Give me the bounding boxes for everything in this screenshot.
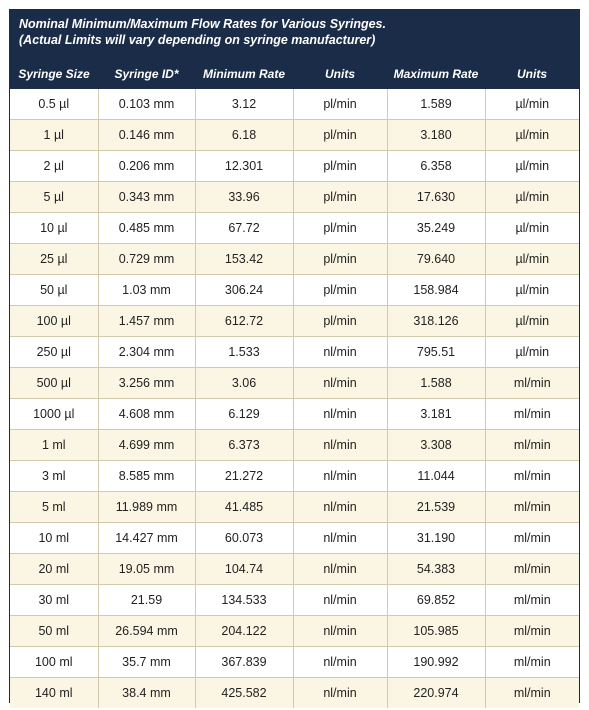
table-title-line-1: Nominal Minimum/Maximum Flow Rates for Various Syringes. bbox=[19, 17, 386, 31]
syringe-size-cell: 250 µl bbox=[10, 337, 98, 368]
minimum-rate-cell: 6.373 bbox=[195, 430, 293, 461]
syringe-size-cell: 1 µl bbox=[10, 120, 98, 151]
table-title-line-2: (Actual Limits will vary depending on syringe manufacturer) bbox=[19, 33, 376, 47]
minimum-units-cell: pl/min bbox=[293, 182, 387, 213]
minimum-units-cell: pl/min bbox=[293, 244, 387, 275]
minimum-rate-cell: 33.96 bbox=[195, 182, 293, 213]
maximum-rate-cell: 3.180 bbox=[387, 120, 485, 151]
syringe-id-cell: 0.146 mm bbox=[98, 120, 195, 151]
minimum-rate-cell: 41.485 bbox=[195, 492, 293, 523]
maximum-rate-cell: 69.852 bbox=[387, 585, 485, 616]
syringe-id-cell: 2.304 mm bbox=[98, 337, 195, 368]
syringe-size-cell: 2 µl bbox=[10, 151, 98, 182]
syringe-id-cell: 26.594 mm bbox=[98, 616, 195, 647]
syringe-id-cell: 0.103 mm bbox=[98, 89, 195, 120]
minimum-units-cell: nl/min bbox=[293, 585, 387, 616]
syringe-size-cell: 10 ml bbox=[10, 523, 98, 554]
syringe-size-cell: 100 ml bbox=[10, 647, 98, 678]
syringe-id-cell: 14.427 mm bbox=[98, 523, 195, 554]
table-row bbox=[10, 647, 579, 678]
flow-rate-table-panel bbox=[9, 9, 580, 703]
minimum-units-cell: nl/min bbox=[293, 337, 387, 368]
minimum-units-cell: nl/min bbox=[293, 616, 387, 647]
minimum-units-cell: nl/min bbox=[293, 461, 387, 492]
table-row bbox=[10, 151, 579, 182]
syringe-id-cell: 0.485 mm bbox=[98, 213, 195, 244]
table-row bbox=[10, 213, 579, 244]
table-row bbox=[10, 182, 579, 213]
maximum-rate-cell: 190.992 bbox=[387, 647, 485, 678]
syringe-id-cell: 38.4 mm bbox=[98, 678, 195, 709]
minimum-units-cell: nl/min bbox=[293, 678, 387, 709]
column-header-maximum-units: Units bbox=[517, 66, 547, 81]
table-row bbox=[10, 585, 579, 616]
syringe-size-cell: 20 ml bbox=[10, 554, 98, 585]
table-row bbox=[10, 430, 579, 461]
minimum-rate-cell: 367.839 bbox=[195, 647, 293, 678]
minimum-rate-cell: 104.74 bbox=[195, 554, 293, 585]
minimum-rate-cell: 306.24 bbox=[195, 275, 293, 306]
syringe-size-cell: 3 ml bbox=[10, 461, 98, 492]
minimum-units-cell: pl/min bbox=[293, 89, 387, 120]
syringe-size-cell: 50 µl bbox=[10, 275, 98, 306]
syringe-id-cell: 4.699 mm bbox=[98, 430, 195, 461]
maximum-rate-cell: 105.985 bbox=[387, 616, 485, 647]
minimum-units-cell: pl/min bbox=[293, 213, 387, 244]
syringe-size-cell: 10 µl bbox=[10, 213, 98, 244]
minimum-units-cell: nl/min bbox=[293, 368, 387, 399]
maximum-rate-cell: 11.044 bbox=[387, 461, 485, 492]
syringe-size-cell: 25 µl bbox=[10, 244, 98, 275]
column-header-syringe-size: Syringe Size bbox=[18, 66, 90, 81]
minimum-rate-cell: 612.72 bbox=[195, 306, 293, 337]
table-title bbox=[19, 16, 569, 48]
maximum-rate-cell: 158.984 bbox=[387, 275, 485, 306]
maximum-units-cell: ml/min bbox=[485, 523, 579, 554]
syringe-size-cell: 500 µl bbox=[10, 368, 98, 399]
syringe-size-cell: 1 ml bbox=[10, 430, 98, 461]
syringe-size-cell: 1000 µl bbox=[10, 399, 98, 430]
maximum-units-cell: µl/min bbox=[485, 337, 579, 368]
minimum-rate-cell: 6.18 bbox=[195, 120, 293, 151]
table-row bbox=[10, 492, 579, 523]
maximum-rate-cell: 54.383 bbox=[387, 554, 485, 585]
syringe-size-cell: 5 µl bbox=[10, 182, 98, 213]
syringe-size-cell: 5 ml bbox=[10, 492, 98, 523]
minimum-rate-cell: 134.533 bbox=[195, 585, 293, 616]
syringe-id-cell: 19.05 mm bbox=[98, 554, 195, 585]
minimum-rate-cell: 3.12 bbox=[195, 89, 293, 120]
maximum-units-cell: ml/min bbox=[485, 585, 579, 616]
maximum-rate-cell: 795.51 bbox=[387, 337, 485, 368]
minimum-rate-cell: 1.533 bbox=[195, 337, 293, 368]
syringe-id-cell: 11.989 mm bbox=[98, 492, 195, 523]
table-body bbox=[10, 89, 579, 708]
maximum-units-cell: ml/min bbox=[485, 678, 579, 709]
minimum-units-cell: nl/min bbox=[293, 554, 387, 585]
minimum-units-cell: pl/min bbox=[293, 120, 387, 151]
table-row bbox=[10, 399, 579, 430]
minimum-rate-cell: 425.582 bbox=[195, 678, 293, 709]
table-row bbox=[10, 678, 579, 709]
table-row bbox=[10, 337, 579, 368]
maximum-units-cell: ml/min bbox=[485, 492, 579, 523]
maximum-rate-cell: 31.190 bbox=[387, 523, 485, 554]
syringe-id-cell: 0.206 mm bbox=[98, 151, 195, 182]
syringe-id-cell: 21.59 bbox=[98, 585, 195, 616]
minimum-units-cell: nl/min bbox=[293, 523, 387, 554]
syringe-size-cell: 0.5 µl bbox=[10, 89, 98, 120]
maximum-units-cell: µl/min bbox=[485, 151, 579, 182]
maximum-units-cell: µl/min bbox=[485, 244, 579, 275]
maximum-units-cell: ml/min bbox=[485, 554, 579, 585]
minimum-units-cell: nl/min bbox=[293, 399, 387, 430]
minimum-rate-cell: 3.06 bbox=[195, 368, 293, 399]
maximum-rate-cell: 220.974 bbox=[387, 678, 485, 709]
minimum-rate-cell: 12.301 bbox=[195, 151, 293, 182]
maximum-rate-cell: 6.358 bbox=[387, 151, 485, 182]
syringe-size-cell: 100 µl bbox=[10, 306, 98, 337]
column-header-syringe-id: Syringe ID* bbox=[114, 66, 179, 81]
table-row bbox=[10, 368, 579, 399]
syringe-size-cell: 140 ml bbox=[10, 678, 98, 709]
maximum-units-cell: ml/min bbox=[485, 368, 579, 399]
maximum-rate-cell: 3.181 bbox=[387, 399, 485, 430]
table-row bbox=[10, 306, 579, 337]
minimum-rate-cell: 204.122 bbox=[195, 616, 293, 647]
syringe-id-cell: 0.343 mm bbox=[98, 182, 195, 213]
minimum-units-cell: nl/min bbox=[293, 430, 387, 461]
maximum-rate-cell: 17.630 bbox=[387, 182, 485, 213]
table-row bbox=[10, 554, 579, 585]
maximum-units-cell: ml/min bbox=[485, 647, 579, 678]
minimum-rate-cell: 60.073 bbox=[195, 523, 293, 554]
minimum-units-cell: pl/min bbox=[293, 306, 387, 337]
minimum-rate-cell: 153.42 bbox=[195, 244, 293, 275]
table-row bbox=[10, 120, 579, 151]
maximum-rate-cell: 318.126 bbox=[387, 306, 485, 337]
syringe-id-cell: 1.457 mm bbox=[98, 306, 195, 337]
minimum-rate-cell: 21.272 bbox=[195, 461, 293, 492]
table-row bbox=[10, 461, 579, 492]
minimum-units-cell: pl/min bbox=[293, 275, 387, 306]
table-row bbox=[10, 275, 579, 306]
header-row bbox=[10, 58, 579, 89]
maximum-units-cell: ml/min bbox=[485, 616, 579, 647]
maximum-units-cell: µl/min bbox=[485, 306, 579, 337]
syringe-id-cell: 3.256 mm bbox=[98, 368, 195, 399]
maximum-rate-cell: 1.589 bbox=[387, 89, 485, 120]
maximum-rate-cell: 1.588 bbox=[387, 368, 485, 399]
column-header-minimum-rate: Minimum Rate bbox=[202, 66, 285, 81]
syringe-size-cell: 30 ml bbox=[10, 585, 98, 616]
syringe-id-cell: 8.585 mm bbox=[98, 461, 195, 492]
table-row bbox=[10, 89, 579, 120]
flow-rate-table bbox=[10, 58, 579, 708]
syringe-id-cell: 35.7 mm bbox=[98, 647, 195, 678]
maximum-units-cell: ml/min bbox=[485, 399, 579, 430]
syringe-id-cell: 4.608 mm bbox=[98, 399, 195, 430]
maximum-rate-cell: 21.539 bbox=[387, 492, 485, 523]
column-header-minimum-units: Units bbox=[325, 66, 355, 81]
minimum-units-cell: pl/min bbox=[293, 151, 387, 182]
maximum-units-cell: ml/min bbox=[485, 430, 579, 461]
minimum-units-cell: nl/min bbox=[293, 647, 387, 678]
syringe-id-cell: 0.729 mm bbox=[98, 244, 195, 275]
maximum-units-cell: µl/min bbox=[485, 120, 579, 151]
maximum-units-cell: µl/min bbox=[485, 89, 579, 120]
maximum-units-cell: ml/min bbox=[485, 461, 579, 492]
maximum-rate-cell: 3.308 bbox=[387, 430, 485, 461]
syringe-id-cell: 1.03 mm bbox=[98, 275, 195, 306]
maximum-units-cell: µl/min bbox=[485, 213, 579, 244]
maximum-rate-cell: 79.640 bbox=[387, 244, 485, 275]
minimum-rate-cell: 67.72 bbox=[195, 213, 293, 244]
minimum-rate-cell: 6.129 bbox=[195, 399, 293, 430]
maximum-rate-cell: 35.249 bbox=[387, 213, 485, 244]
table-row bbox=[10, 244, 579, 275]
maximum-units-cell: µl/min bbox=[485, 182, 579, 213]
table-row bbox=[10, 523, 579, 554]
table-row bbox=[10, 616, 579, 647]
minimum-units-cell: nl/min bbox=[293, 492, 387, 523]
column-header-maximum-rate: Maximum Rate bbox=[393, 66, 479, 81]
maximum-units-cell: µl/min bbox=[485, 275, 579, 306]
syringe-size-cell: 50 ml bbox=[10, 616, 98, 647]
